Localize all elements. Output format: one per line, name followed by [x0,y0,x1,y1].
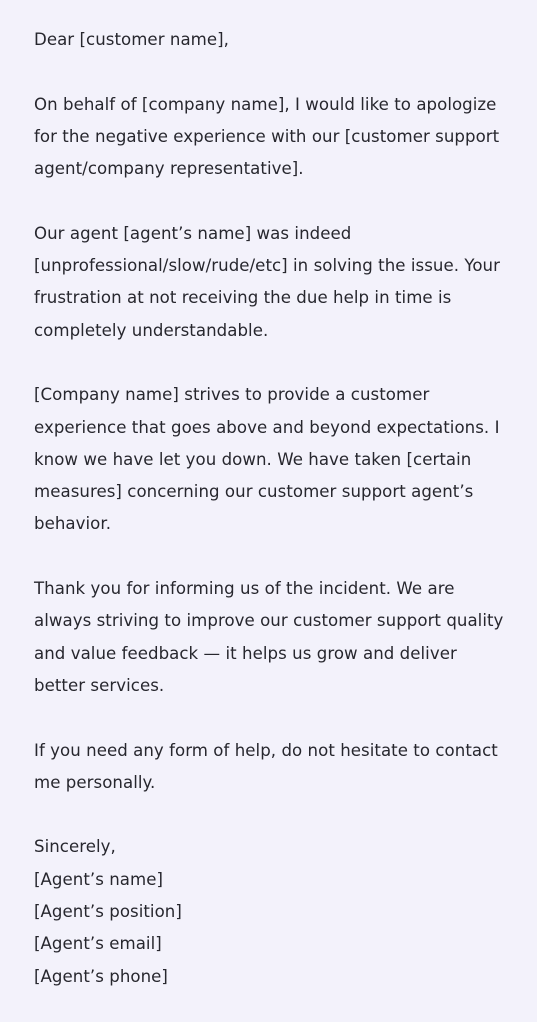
signature-agent-phone: [Agent’s phone] [34,966,168,986]
letter-closing: Sincerely, [34,837,116,857]
signature-agent-position: [Agent’s position] [34,902,182,922]
letter-paragraph-thank-you: Thank you for informing us of the incident. We are always striving to improve our customer support quality and value feedback — it helps us grow and deliver better services. [34,579,504,695]
signature-agent-name: [Agent’s name] [34,869,164,889]
letter-paragraph-company-apology: On behalf of [company name], I would like to apologize for the negative experience with our [customer support agent/company representative]. [34,94,500,179]
letter-signoff-block [34,831,513,992]
letter-paragraph-agent-issue: Our agent [agent’s name] was indeed [unprofessional/slow/rude/etc] in solving the issue. Your frustration at not receiving the due help in time is completely understandable. [34,223,500,340]
letter-salutation: Dear [customer name], [34,30,229,49]
signature-agent-email: [Agent’s email] [34,934,162,954]
letter-paragraph-contact-offer: If you need any form of help, do not hesitate to contact me personally. [34,740,498,792]
letter-paragraph-company-commitment: [Company name] strives to provide a customer experience that goes above and beyond expectations. I know we have let you down. We have taken [certain measures] concerning our customer support agent’s behavior. [34,385,500,534]
